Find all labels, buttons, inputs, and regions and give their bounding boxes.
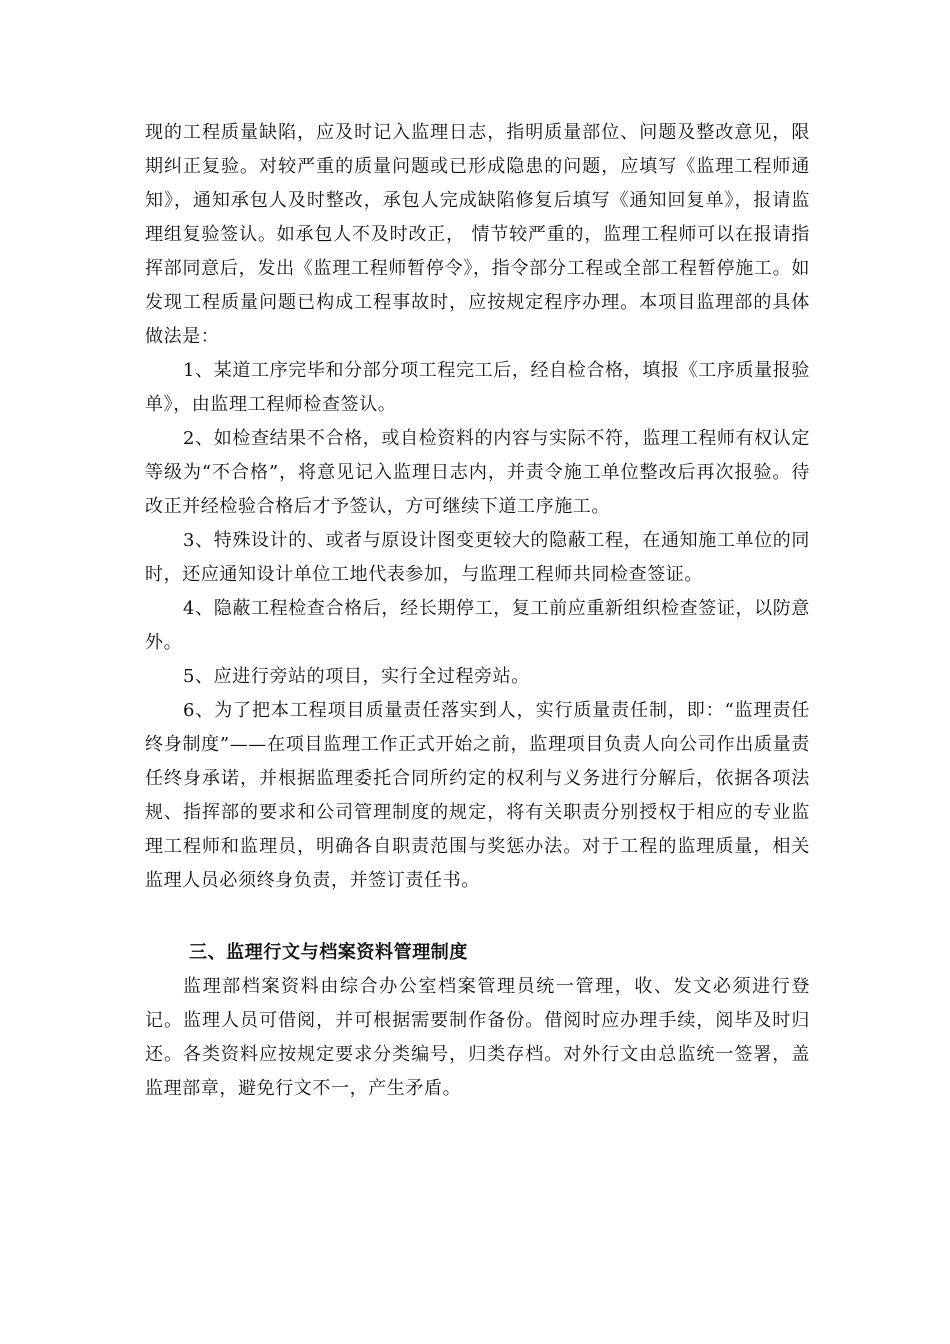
list-item-6: 6、为了把本工程项目质量责任落实到人，实行质量责任制，即：“监理责任终身制度”——在项目监理工作正式开始之前，监理项目负责人向公司作出质量责任终身承诺，并根据监理委托合同所约定的权利与义务进行分解后，依据各项法规、指挥部的要求和公司管理制度的规定，将有关职责分别授权于相应的专业监理工程师和监理员，明确各自职责范围与奖惩办法。对于工程的监理质量，相关监理人员必须终身负责，并签订责任书。 bbox=[145, 700, 810, 891]
list-item-2: 2、如检查结果不合格，或自检资料的内容与实际不符，监理工程师有权认定等级为“不合格”，将意见记入监理日志内，并责令施工单位整改后再次报验。待改正并经检验合格后才予签认，方可继续下道工序施工。 bbox=[145, 428, 810, 517]
list-item-3: 3、特殊设计的、或者与原设计图变更较大的隐蔽工程，在通知施工单位的同时，还应通知设计单位工地代表参加，与监理工程师共同检查签证。 bbox=[145, 530, 810, 585]
list-item-1: 1、某道工序完毕和分部分项工程完工后，经自检合格，填报《工序质量报验单》，由监理工程师检查签认。 bbox=[145, 360, 810, 415]
section-paragraph: 监理部档案资料由综合办公室档案管理员统一管理，收、发文必须进行登记。监理人员可借阅，并可根据需要制作备份。借阅时应办理手续，阅毕及时归还。各类资料应按规定要求分类编号，归类存档。对外行文由总监统一签署，盖监理部章，避免行文不一，产生矛盾。 bbox=[145, 976, 810, 1099]
list-item-4: 4、隐蔽工程检查合格后，经长期停工，复工前应重新组织检查签证，以防意外。 bbox=[145, 598, 810, 653]
list-item-5: 5、应进行旁站的项目，实行全过程旁站。 bbox=[183, 666, 530, 687]
section-heading: 三、监理行文与档案资料管理制度 bbox=[189, 942, 468, 963]
intro-paragraph: 现的工程质量缺陷，应及时记入监理日志，指明质量部位、问题及整改意见，限期纠正复验。对较严重的质量问题或已形成隐患的问题，应填写《监理工程师通知》，通知承包人及时整改，承包人完成缺陷修复后填写《通知回复单》，报请监理组复验签认。如承包人不及时改正， 情节较严重的，监理工程师可以在报请指挥部同意后，发出《监理工程师暂停令》，指令部分工程或全部工程暂停施工。如发现工程质量问题已构成工程事故时，应按规定程序办理。本项目监理部的具体做法是： bbox=[145, 122, 810, 347]
document-page bbox=[145, 116, 810, 1106]
